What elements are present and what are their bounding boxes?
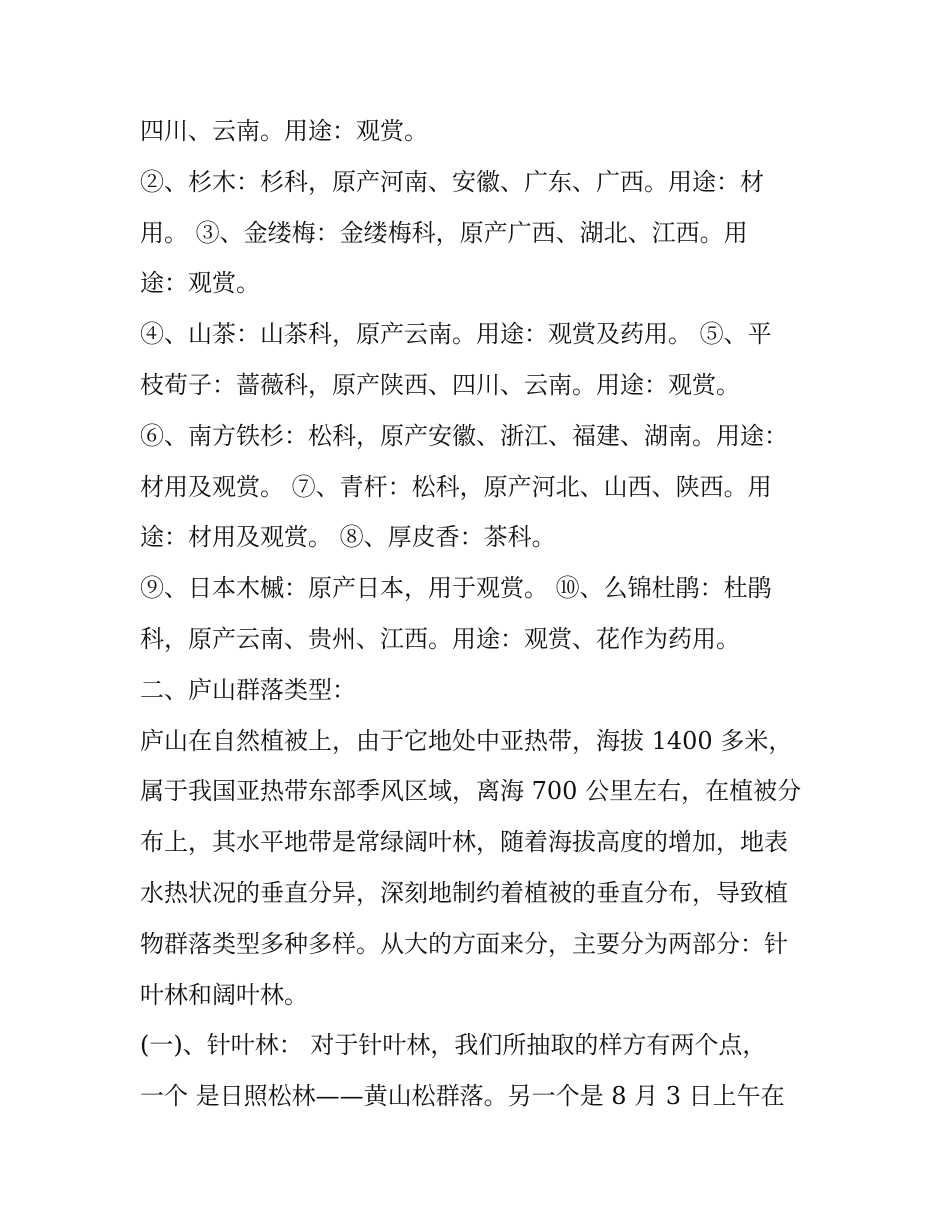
text-line: 科，原产云南、贵州、江西。用途：观赏、花作为药用。 [140, 624, 740, 653]
text-line: 庐山在自然植被上，由于它地处中亚热带，海拔 1400 多米， [140, 726, 793, 755]
text-line: 用。 ③、金缕梅：金缕梅科，原产广西、湖北、江西。用 [140, 218, 748, 247]
text-line: ④、山茶：山茶科，原产云南。用途：观赏及药用。 ⑤、平 [140, 320, 772, 349]
text-line: 四川、云南。用途：观赏。 [140, 117, 428, 145]
text-line: ⑨、日本木槭：原产日本，用于观赏。 ⑩、么锦杜鹃：杜鹃 [140, 574, 772, 603]
section-heading: 二、庐山群落类型： [140, 675, 356, 704]
text-line: 途：材用及观赏。 ⑧、厚皮香：茶科。 [140, 523, 556, 552]
text-line: 属于我国亚热带东部季风区域，离海 700 公里左右，在植被分 [140, 777, 802, 806]
text-line: 途：观赏。 [140, 269, 260, 298]
text-line: 材用及观赏。 ⑦、青杆：松科，原产河北、山西、陕西。用 [140, 472, 772, 501]
text-line: 一个 是日照松林——黄山松群落。另一个是 8 月 3 日上午在 [140, 1082, 785, 1111]
text-line: 物群落类型多种多样。从大的方面来分，主要分为两部分：针 [140, 929, 788, 958]
text-line: ②、杉木：杉科，原产河南、安徽、广东、广西。用途：材 [140, 167, 764, 196]
text-line: 叶林和阔叶林。 [140, 980, 308, 1009]
text-line: 水热状况的垂直分异，深刻地制约着植被的垂直分布，导致植 [140, 878, 788, 907]
document-body [140, 106, 820, 1122]
text-line: ⑥、南方铁杉：松科，原产安徽、浙江、福建、湖南。用途： [140, 421, 788, 450]
text-line: 枝荀子：蔷薇科，原产陕西、四川、云南。用途：观赏。 [140, 370, 740, 399]
text-line: 布上，其水平地带是常绿阔叶林，随着海拔高度的增加，地表 [140, 828, 788, 857]
text-line: (一)、针叶林： 对于针叶林，我们所抽取的样方有两个点， [140, 1031, 767, 1060]
